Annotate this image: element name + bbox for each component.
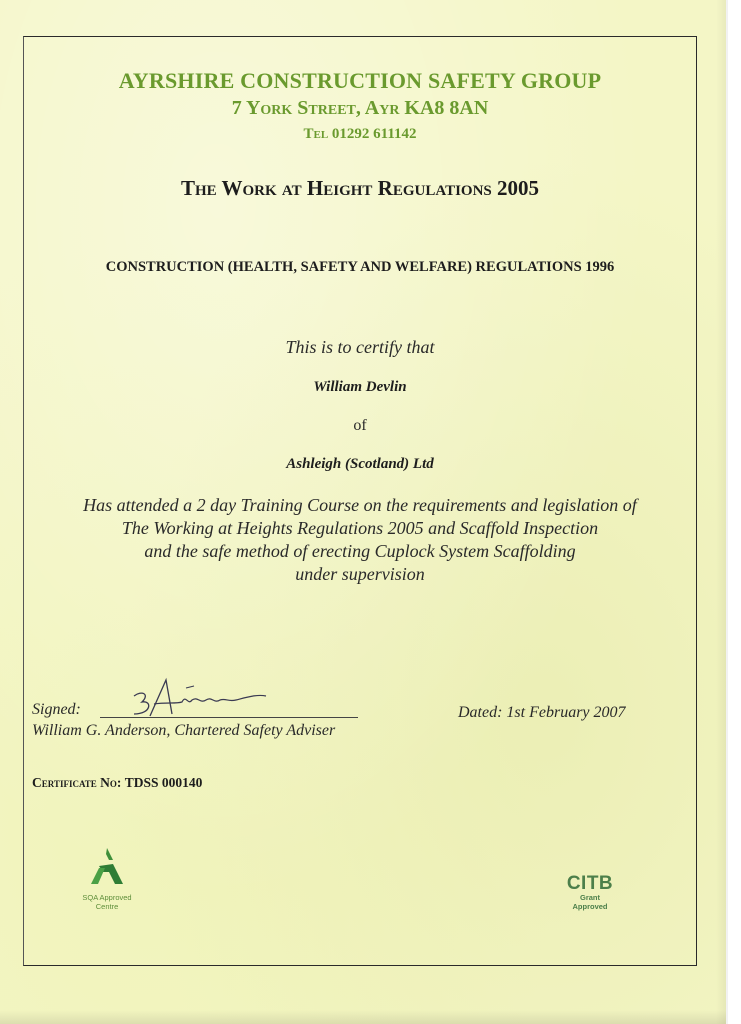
certificate-number-label: Certificate No:	[32, 775, 122, 790]
recipient-name: William Devlin	[313, 379, 407, 395]
primary-regulation-title: The Work at Height Regulations 2005	[180, 176, 540, 200]
citb-line-2: Approved	[572, 902, 608, 911]
sqa-approved-logo	[72, 846, 142, 910]
signed-label: Signed:	[32, 701, 81, 718]
organization-phone: Tel 01292 611142	[303, 126, 417, 142]
handwritten-signature	[116, 674, 276, 722]
secondary-regulation-title: CONSTRUCTION (HEALTH, SAFETY AND WELFARE) REGULATIONS 1996	[105, 259, 615, 275]
course-line: and the safe method of erecting Cuplock System Scaffolding	[144, 541, 576, 561]
certify-intro: This is to certify that	[285, 337, 435, 357]
certificate-number	[32, 775, 202, 791]
paper-bottom-shadow	[0, 1010, 726, 1024]
course-line: Has attended a 2 day Training Course on the requirements and legislation of	[83, 495, 637, 515]
citb-wordmark: CITB	[566, 873, 614, 894]
sqa-line-2: Centre	[95, 902, 119, 911]
issue-date: Dated: 1st February 2007	[458, 704, 626, 721]
of-text: of	[353, 417, 367, 434]
course-line: The Working at Heights Regulations 2005 and Scaffold Inspection	[121, 518, 599, 538]
signature-line	[100, 717, 358, 718]
signer-name: William G. Anderson, Chartered Safety Adviser	[32, 722, 336, 739]
course-line: under supervision	[295, 564, 425, 584]
citb-grant-approved-logo	[557, 874, 623, 911]
citb-line-1: Grant	[579, 893, 600, 902]
paper-edge-shadow	[716, 0, 728, 1024]
course-description	[23, 494, 697, 586]
organization-address: 7 York Street, Ayr KA8 8AN	[231, 97, 489, 119]
sqa-line-1: SQA Approved	[82, 893, 132, 902]
organization-name: AYRSHIRE CONSTRUCTION SAFETY GROUP	[118, 68, 602, 93]
recipient-company: Ashleigh (Scotland) Ltd	[286, 456, 434, 472]
sqa-a-icon	[85, 846, 129, 888]
certificate-number-value: TDSS 000140	[124, 775, 203, 790]
